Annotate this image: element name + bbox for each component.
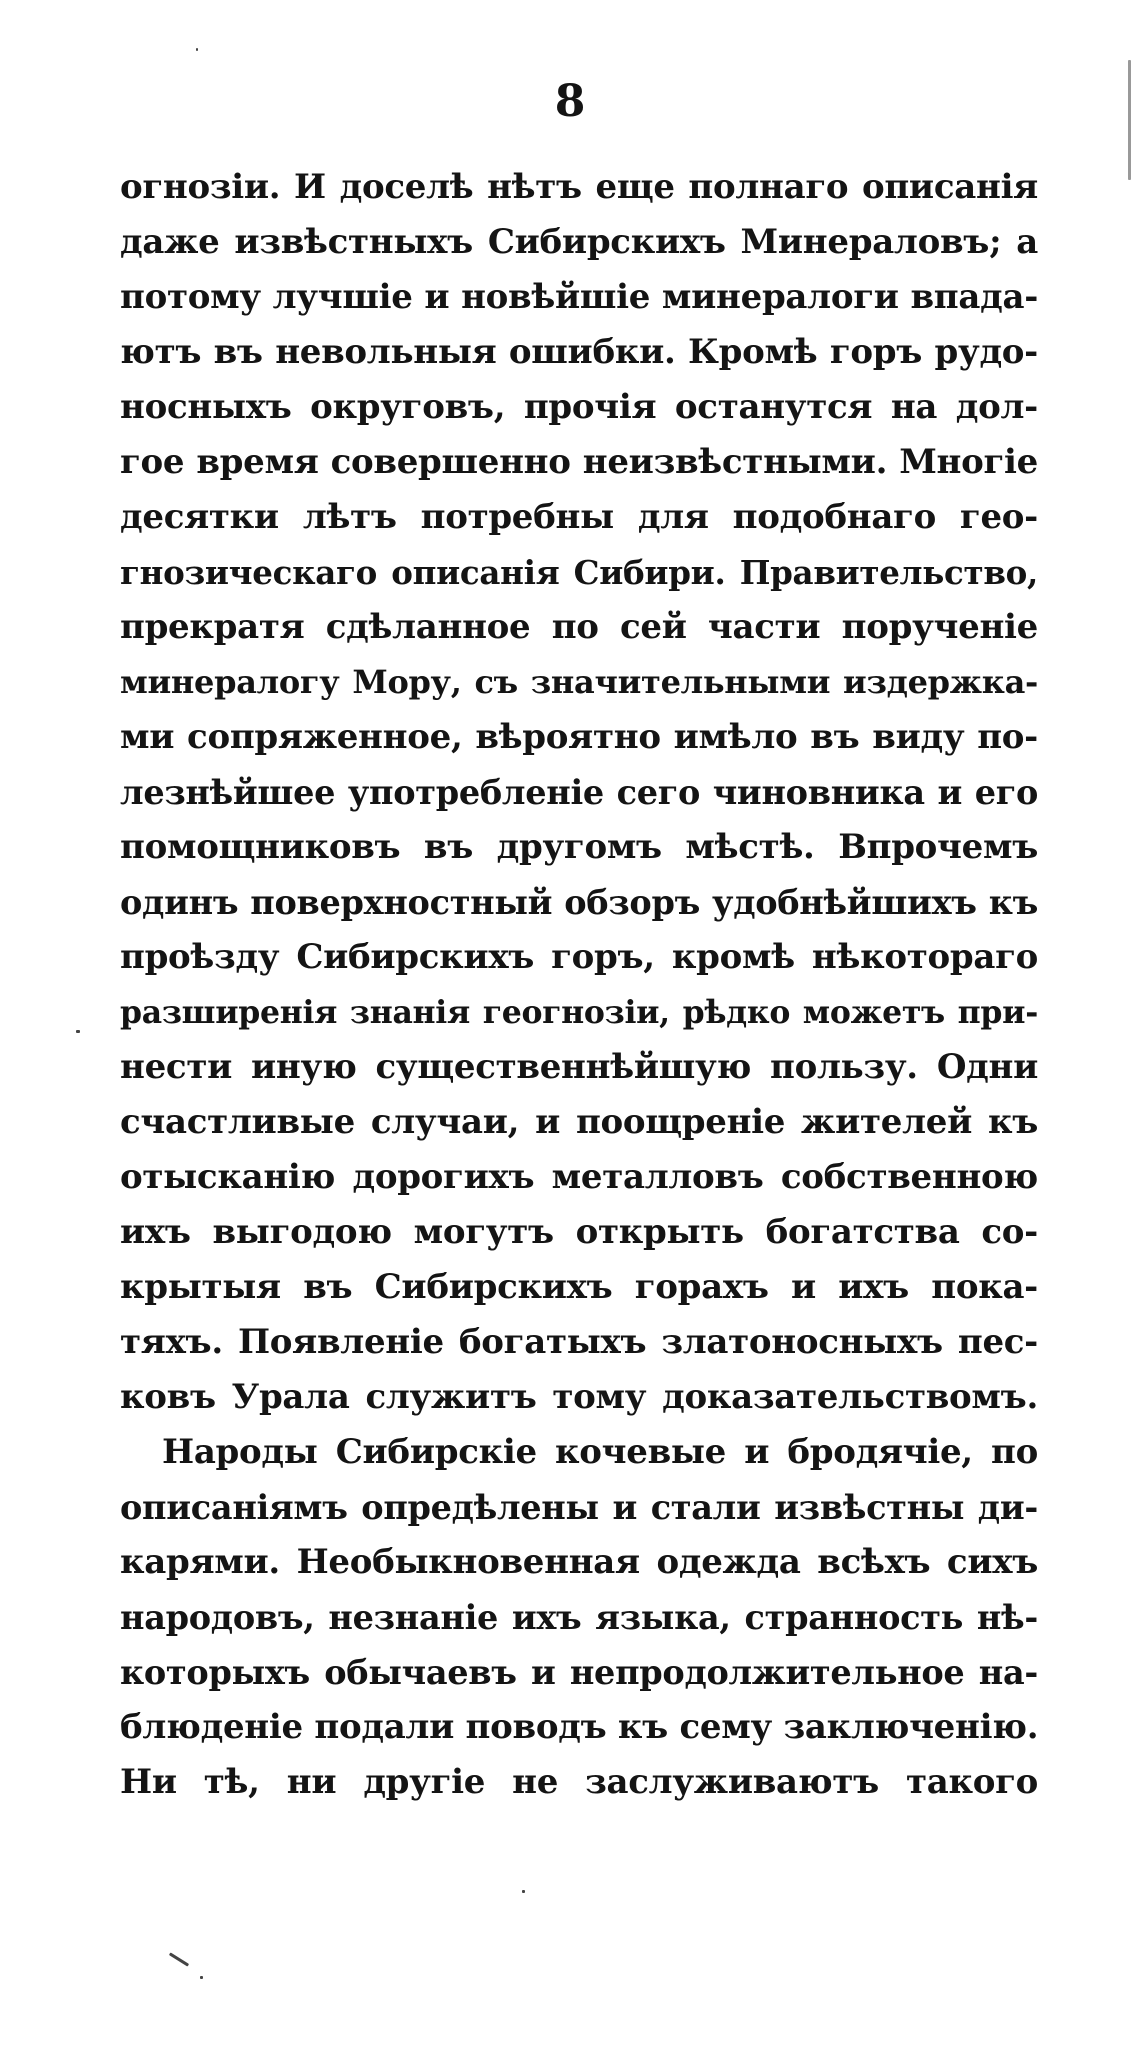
text-line: минералогу Мору, съ значительными издержка- bbox=[120, 663, 1038, 701]
text-line: отысканію дорогихъ металловъ собственною bbox=[120, 1157, 1038, 1197]
text-line: ковъ Урала служитъ тому доказательствомъ. bbox=[120, 1377, 1038, 1417]
scan-speck bbox=[1128, 60, 1131, 180]
scan-speck bbox=[200, 1976, 203, 1979]
text-line: счастливые случаи, и поощреніе жителей къ bbox=[120, 1102, 1038, 1142]
paragraph-1 bbox=[120, 160, 1038, 1425]
text-line: тяхъ. Появленіе богатыхъ златоносныхъ пес- bbox=[120, 1322, 1038, 1362]
body-text bbox=[120, 160, 1038, 1810]
scan-speck bbox=[169, 1952, 189, 1966]
text-line: десятки лѣтъ потребны для подобнаго гео- bbox=[120, 497, 1038, 537]
text-line: ихъ выгодою могутъ открыть богатства со- bbox=[120, 1212, 1038, 1252]
text-line: разширенія знанія геогнозіи, рѣдко можетъ при- bbox=[120, 994, 1038, 1031]
text-line: огнозіи. И доселѣ нѣтъ еще полнаго описанія bbox=[120, 167, 1038, 207]
text-line: которыхъ обычаевъ и непродолжительное на- bbox=[120, 1653, 1038, 1692]
text-line: крытыя въ Сибирскихъ горахъ и ихъ пока- bbox=[120, 1267, 1038, 1307]
text-line: даже извѣстныхъ Сибирскихъ Минераловъ; а bbox=[120, 222, 1038, 262]
text-line: ми сопряженное, вѣроятно имѣло въ виду по- bbox=[120, 717, 1038, 757]
page-number: 8 bbox=[554, 76, 586, 127]
text-line: народовъ, незнаніе ихъ языка, странность нѣ- bbox=[120, 1598, 1038, 1637]
text-line: помощниковъ въ другомъ мѣстѣ. Впрочемъ bbox=[120, 827, 1038, 867]
text-line: гнозическаго описанія Сибири. Правительство, bbox=[120, 553, 1038, 592]
paragraph-2 bbox=[120, 1425, 1038, 1810]
text-line: гое время совершенно неизвѣстными. Многіе bbox=[120, 442, 1038, 482]
text-line: Народы Сибирскіе кочевые и бродячіе, по bbox=[162, 1432, 1038, 1472]
text-line: описаніямъ опредѣлены и стали извѣстны ди- bbox=[120, 1488, 1038, 1527]
text-line: лезнѣйшее употребленіе сего чиновника и его bbox=[120, 773, 1038, 812]
text-line: потому лучшіе и новѣйшіе минералоги впада- bbox=[120, 277, 1038, 317]
text-line: нести иную существеннѣйшую пользу. Одни bbox=[120, 1047, 1038, 1087]
text-line: карями. Необыкновенная одежда всѣхъ сихъ bbox=[120, 1542, 1038, 1582]
text-line: Ни тѣ, ни другіе не заслуживаютъ такого bbox=[120, 1762, 1038, 1802]
text-line: ютъ въ невольныя ошибки. Кромѣ горъ рудо- bbox=[120, 332, 1038, 372]
text-line: одинъ поверхностный обзоръ удобнѣйшихъ къ bbox=[120, 883, 1038, 922]
text-line: носныхъ округовъ, прочія останутся на дол- bbox=[120, 387, 1038, 427]
text-line: проѣзду Сибирскихъ горъ, кромѣ нѣкотораго bbox=[120, 937, 1038, 977]
scan-speck bbox=[196, 48, 198, 51]
scan-speck bbox=[76, 1030, 80, 1033]
text-line: прекратя сдѣланное по сей части порученіе bbox=[120, 607, 1038, 647]
text-line: блюденіе подали поводъ къ сему заключенію. bbox=[120, 1707, 1039, 1747]
scan-speck bbox=[522, 1890, 525, 1893]
